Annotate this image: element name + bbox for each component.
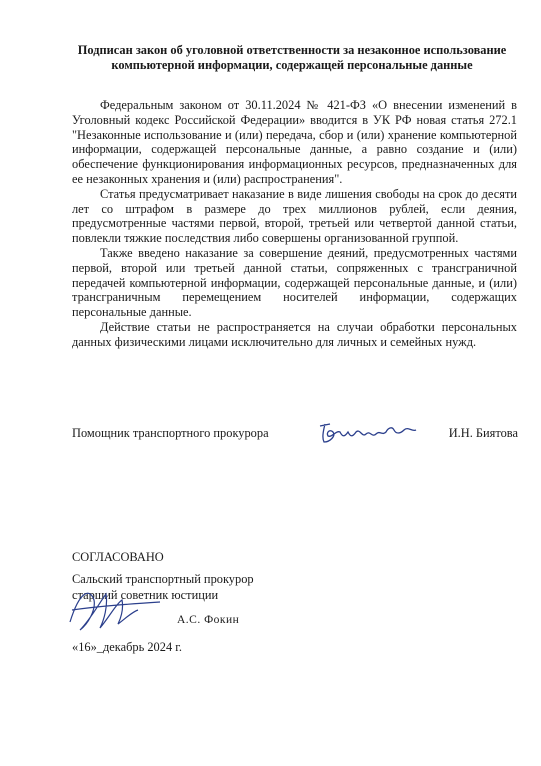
signer-name: И.Н. Биятова xyxy=(448,426,518,440)
approval-position: Сальский транспортный прокурор xyxy=(72,572,254,586)
document-title: Подписан закон об уголовной ответственности за незаконное использование компьютерной информации, содержащей персональные данные xyxy=(77,43,507,72)
approval-signature-icon xyxy=(60,580,180,640)
document-body xyxy=(72,98,517,350)
approval-heading: СОГЛАСОВАНО xyxy=(72,550,164,564)
approval-rank: старший советник юстиции xyxy=(72,588,219,602)
signer-role: Помощник транспортного прокурора xyxy=(72,426,269,440)
signature-row xyxy=(72,424,518,444)
paragraph-4: Действие статьи не распространяется на случаи обработки персональных данных физическими лицами исключительно для личных и семейных нужд. xyxy=(72,319,517,349)
paragraph-2: Статья предусматривает наказание в виде лишения свободы на срок до десяти лет со штрафом в размере до трех миллионов рублей, если деяния, предусмотренные частями первой, второй, третьей или четвертой данной статьи, повлекли тяжкие последствия либо совершены организованной группой. xyxy=(72,186,517,246)
paragraph-3: Также введено наказание за совершение деяний, предусмотренных частями первой, второй или третьей данной статьи, сопряженных с трансграничной передачей компьютерной информации, содержащей персональные данные, и (или) трансграничным перемещением носителей информации, содержащих персональные данные. xyxy=(72,245,517,320)
approval-date: «16»_декабрь 2024 г. xyxy=(72,640,183,654)
handwritten-signature-icon xyxy=(316,418,426,448)
paragraph-1: Федеральным законом от 30.11.2024 № 421-ФЗ «О внесении изменений в Уголовный кодекс Российской Федерации» вводится в УК РФ новая статья 272.1 "Незаконные использование и (или) передача, сбор и (или) хранение компьютерной информации, содержащей персональные данные, а равно создание и (или) обеспечение функционирования информационных ресурсов, предназначенных для ее незаконных хранения и (или) распространения". xyxy=(72,98,517,186)
approval-name: А.С. Фокин xyxy=(177,614,240,626)
